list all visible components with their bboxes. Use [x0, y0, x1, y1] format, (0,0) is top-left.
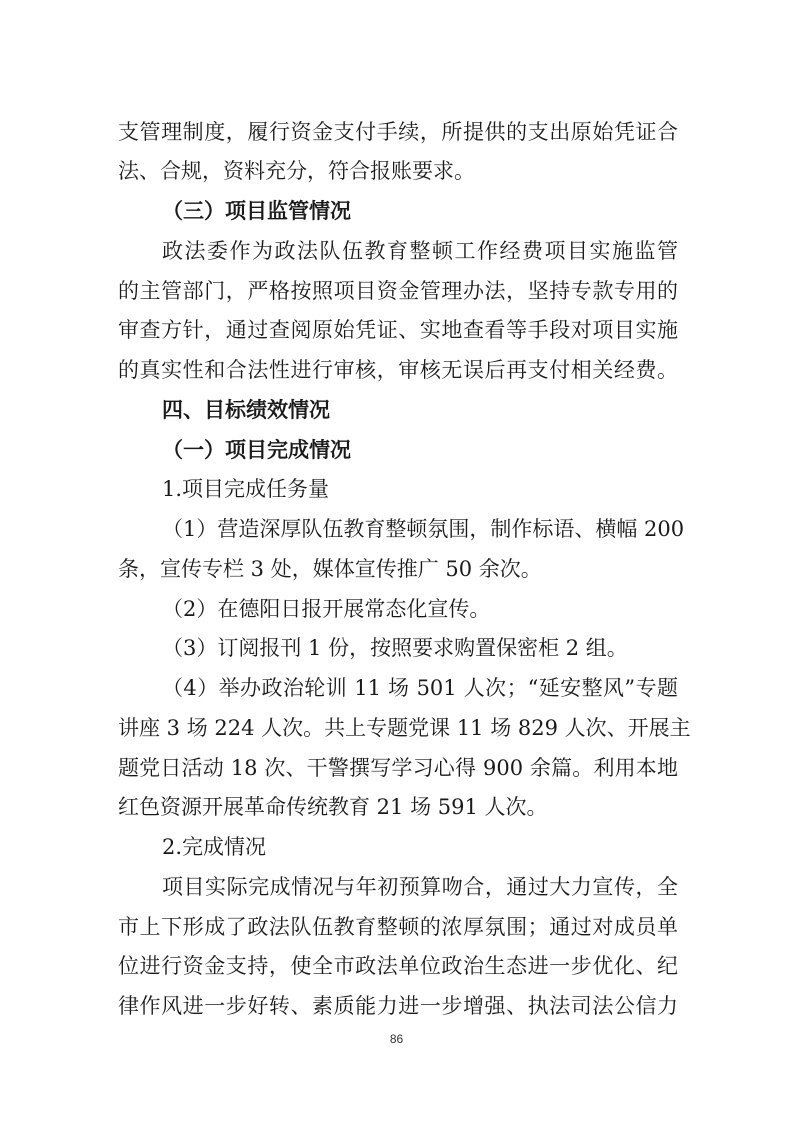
paragraph-line: 法、合规，资料充分，符合报账要求。 [118, 159, 475, 183]
subheading: 2.完成情况 [162, 835, 267, 859]
paragraph-line: 条，宣传专栏 3 处，媒体宣传推广 50 余次。 [118, 557, 542, 581]
paragraph-line: 项目实际完成情况与年初预算吻合，通过大力宣传，全 [162, 875, 678, 899]
paragraph-line: 讲座 3 场 224 人次。共上专题党课 11 场 829 人次、开展主 [118, 716, 691, 740]
paragraph-line: （3）订阅报刊 1 份，按照要求购置保密柜 2 组。 [162, 636, 628, 660]
paragraph-line: 题党日活动 18 次、干警撰写学习心得 900 余篇。利用本地 [118, 756, 678, 780]
section-heading: （三）项目监管情况 [162, 198, 351, 223]
paragraph-line: 位进行资金支持，使全市政法单位政治生态进一步优化、纪 [118, 954, 678, 978]
subheading: 1.项目完成任务量 [162, 477, 330, 501]
paragraph-line: 支管理制度，履行资金支付手续，所提供的支出原始凭证合 [118, 120, 678, 144]
page-number: 86 [389, 1032, 404, 1046]
paragraph-line: 红色资源开展革命传统教育 21 场 591 人次。 [118, 795, 548, 819]
paragraph-line: 律作风进一步好转、素质能力进一步增强、执法司法公信力 [118, 994, 678, 1018]
section-heading: （一）项目完成情况 [162, 437, 351, 462]
paragraph-line: 市上下形成了政法队伍教育整顿的浓厚氛围；通过对成员单 [118, 915, 678, 939]
paragraph-line: 审查方针，通过查阅原始凭证、实地查看等手段对项目实施 [118, 318, 678, 342]
section-heading: 四、目标绩效情况 [162, 397, 330, 422]
paragraph-line: （2）在德阳日报开展常态化宣传。 [162, 597, 491, 621]
paragraph-line: 政法委作为政法队伍教育整顿工作经费项目实施监管 [162, 239, 678, 263]
paragraph-line: （4）举办政治轮训 11 场 501 人次；“延安整风”专题 [162, 676, 678, 700]
paragraph-line: 的主管部门，严格按照项目资金管理办法，坚持专款专用的 [118, 279, 678, 303]
paragraph-line: 的真实性和合法性进行审核，审核无误后再支付相关经费。 [118, 358, 678, 382]
paragraph-line: （1）营造深厚队伍教育整顿氛围，制作标语、横幅 200 [162, 517, 685, 541]
